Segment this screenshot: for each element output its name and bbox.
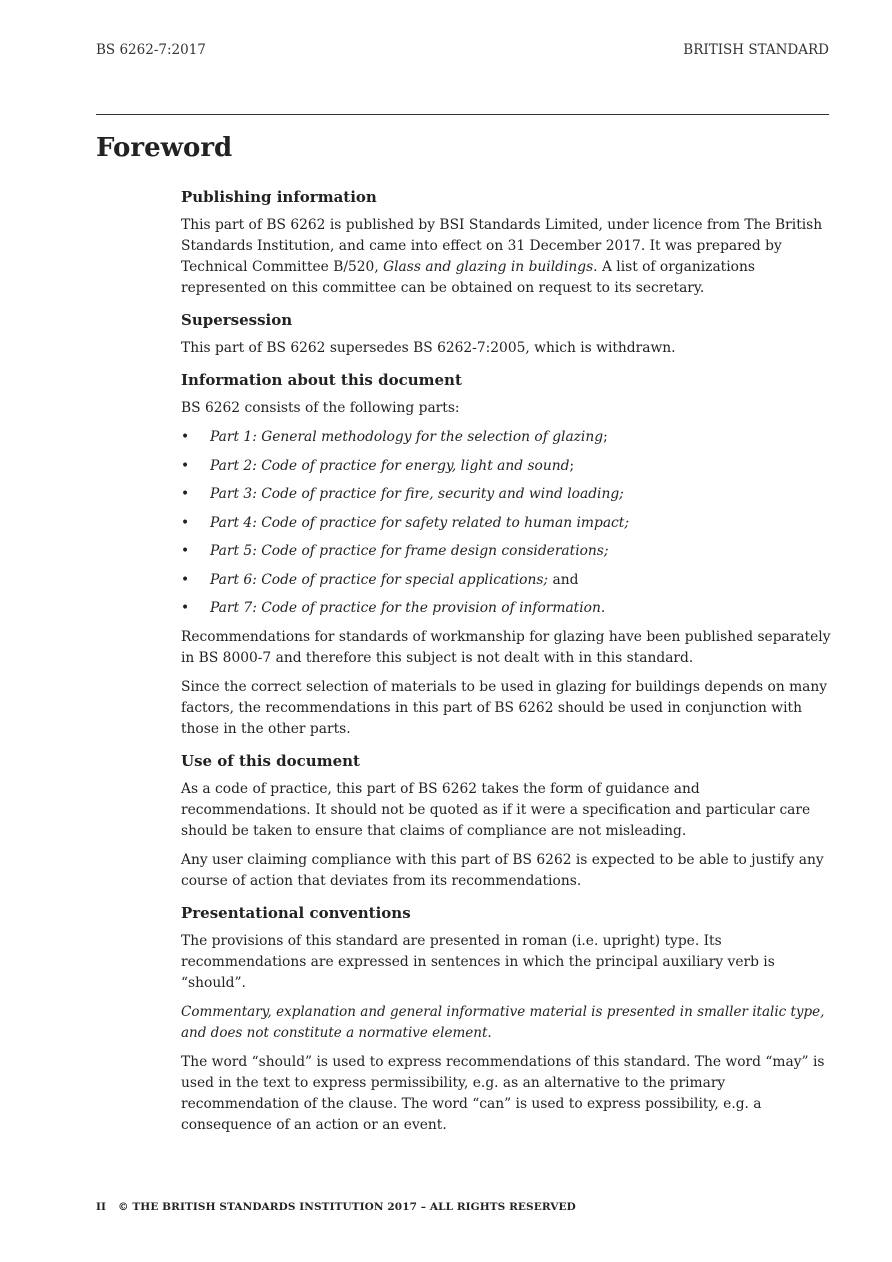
- section-publishing-information: [181, 187, 833, 299]
- part-suffix: ;: [603, 429, 608, 445]
- list-item: [181, 598, 833, 619]
- page-footer: [96, 1201, 576, 1213]
- paragraph: This part of BS 6262 supersedes BS 6262-7:2005, which is withdrawn.: [181, 340, 676, 356]
- paragraph: Recommendations for standards of workmanship for glazing have been published separately in BS 8000-7 and therefore this subject is not dealt with in this standard.: [181, 629, 831, 666]
- part-title: Part 6: Code of practice for special applications;: [210, 571, 549, 588]
- section-heading: Use of this document: [181, 752, 360, 770]
- committee-name: Glass and glazing in buildings: [383, 259, 594, 275]
- paragraph: BS 6262 consists of the following parts:: [181, 400, 460, 416]
- text-run: This part of BS 6262 is published by BSI Standards Limited, under licence from The British Standards Institution, and came into effect on 31 December 2017. It was prepared by Technical Committee B/520,: [181, 217, 823, 275]
- list-item: [181, 570, 833, 591]
- page-number: II: [96, 1201, 107, 1213]
- bullet: •: [181, 600, 190, 616]
- part-title: Part 2: Code of practice for energy, light and sound: [210, 457, 570, 474]
- section-supersession: [181, 310, 833, 359]
- part-title: Part 1: General methodology for the selection of glazing: [210, 429, 604, 445]
- parts-list: [181, 427, 833, 619]
- header-document-type: BRITISH STANDARD: [683, 42, 829, 58]
- section-heading: Supersession: [181, 311, 293, 329]
- commentary-paragraph: Commentary, explanation and general informative material is presented in smaller italic type, and does not constitute a normative element.: [181, 1004, 825, 1041]
- bullet: •: [181, 486, 190, 502]
- paragraph: The word “should” is used to express recommendations of this standard. The word “may” is used in the text to express permissibility, e.g. as an alternative to the primary recommendation of the clause. The word “can” is used to express possibility, e.g. a consequence of an action or an event.: [181, 1054, 825, 1133]
- foreword-content: [181, 187, 833, 1144]
- list-item: [181, 427, 833, 448]
- paragraph: Since the correct selection of materials to be used in glazing for buildings depends on many factors, the recommendations in this part of BS 6262 should be used in conjunction with those in the other parts.: [181, 679, 828, 737]
- section-heading: Presentational conventions: [181, 904, 411, 922]
- text-run: . A list of organizations represented on this committee can be obtained on request to its secretary.: [181, 259, 755, 296]
- list-item: [181, 513, 833, 534]
- list-item: [181, 456, 833, 477]
- section-use-of-document: [181, 751, 833, 892]
- part-suffix: and: [548, 571, 579, 588]
- part-title: Part 7: Code of practice for the provision of information.: [210, 600, 606, 616]
- paragraph: [181, 215, 833, 299]
- bullet: •: [181, 457, 190, 474]
- bullet: •: [181, 571, 190, 588]
- bullet: •: [181, 543, 190, 559]
- bullet: •: [181, 429, 190, 445]
- part-title: Part 4: Code of practice for safety related to human impact;: [210, 514, 629, 531]
- part-title: Part 5: Code of practice for frame design considerations;: [210, 543, 609, 559]
- section-heading: Publishing information: [181, 188, 377, 206]
- section-information-about-document: [181, 370, 833, 740]
- paragraph: The provisions of this standard are presented in roman (i.e. upright) type. Its recommendations are expressed in sentences in which the principal auxiliary verb is “should”.: [181, 933, 775, 991]
- section-presentational-conventions: [181, 903, 833, 1136]
- page-title: Foreword: [96, 133, 233, 163]
- paragraph: Any user claiming compliance with this part of BS 6262 is expected to be able to justify any course of action that deviates from its recommendations.: [181, 852, 824, 889]
- paragraph: As a code of practice, this part of BS 6262 takes the form of guidance and recommendations. It should not be quoted as if it were a specification and particular care should be taken to ensure that claims of compliance are not misleading.: [181, 781, 811, 839]
- list-item: [181, 484, 833, 505]
- header-rule: [96, 114, 829, 115]
- part-suffix: ;: [569, 457, 575, 474]
- part-title: Part 3: Code of practice for fire, security and wind loading;: [210, 486, 624, 502]
- header-standard-number: BS 6262-7:2017: [96, 42, 206, 58]
- section-heading: Information about this document: [181, 371, 462, 389]
- bullet: •: [181, 514, 190, 531]
- copyright-notice: © THE BRITISH STANDARDS INSTITUTION 2017 – ALL RIGHTS RESERVED: [118, 1201, 576, 1213]
- list-item: [181, 541, 833, 562]
